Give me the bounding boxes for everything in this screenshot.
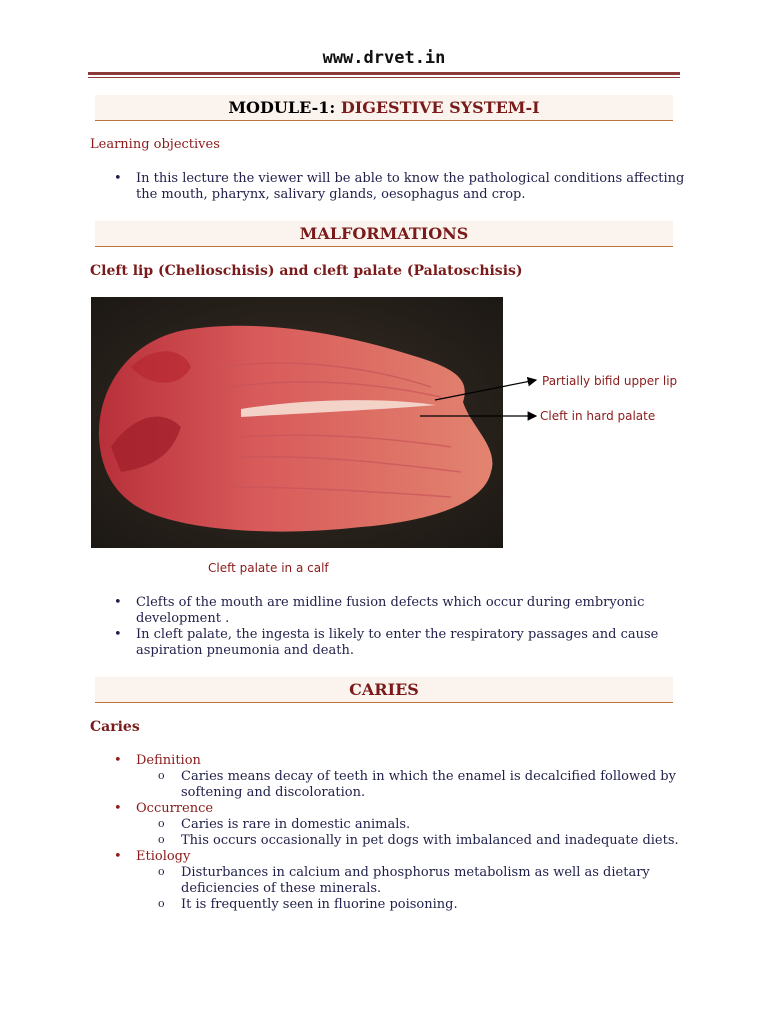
- list-item: • In this lecture the viewer will be able to know the pathological conditions affecting the mouth, pharynx, salivary glands, oesophagus and crop.: [90, 171, 690, 203]
- caries-heading: CARIES: [95, 677, 673, 703]
- module-title: DIGESTIVE SYSTEM-I: [340, 98, 540, 117]
- caries-subheading: Caries: [90, 719, 140, 735]
- etiology-item: [90, 849, 690, 913]
- term-label: Occurrence: [136, 801, 214, 816]
- list-item: • Clefts of the mouth are midline fusion defects which occur during embryonic development .: [90, 595, 690, 627]
- malformations-list: [90, 595, 690, 659]
- term-label: Etiology: [136, 849, 191, 864]
- header-rule-thin: [88, 77, 680, 78]
- sub-item: o This occurs occasionally in pet dogs with imbalanced and inadequate diets.: [136, 833, 690, 849]
- module-heading: [95, 95, 673, 121]
- header-rule: [88, 72, 680, 75]
- definition-item: [90, 753, 690, 801]
- term-label: Definition: [136, 753, 201, 768]
- sub-item: o Caries is rare in domestic animals.: [136, 817, 690, 833]
- module-prefix: MODULE-1:: [228, 98, 336, 117]
- cleft-palate-photo: [91, 297, 503, 548]
- list-item: • In cleft palate, the ingesta is likely to enter the respiratory passages and cause aspiration pneumonia and death.: [90, 627, 690, 659]
- malformations-heading: MALFORMATIONS: [95, 221, 673, 247]
- site-url: www.drvet.in: [322, 48, 446, 68]
- cleft-subheading: Cleft lip (Chelioschisis) and cleft palate (Palatoschisis): [90, 263, 523, 279]
- occurrence-item: [90, 801, 690, 849]
- learning-objectives-list: [90, 171, 690, 203]
- sub-item: o It is frequently seen in fluorine poisoning.: [136, 897, 690, 913]
- caries-list: [90, 753, 690, 913]
- sub-item: o Caries means decay of teeth in which the enamel is decalcified followed by softening and discoloration.: [136, 769, 690, 801]
- figure-caption: Cleft palate in a calf: [208, 561, 329, 575]
- sub-item: o Disturbances in calcium and phosphorus metabolism as well as dietary deficiencies of these minerals.: [136, 865, 690, 897]
- learning-objectives-label: Learning objectives: [90, 137, 220, 152]
- annotation-bifid-lip: Partially bifid upper lip: [542, 374, 678, 388]
- annotation-hard-palate: Cleft in hard palate: [540, 409, 656, 423]
